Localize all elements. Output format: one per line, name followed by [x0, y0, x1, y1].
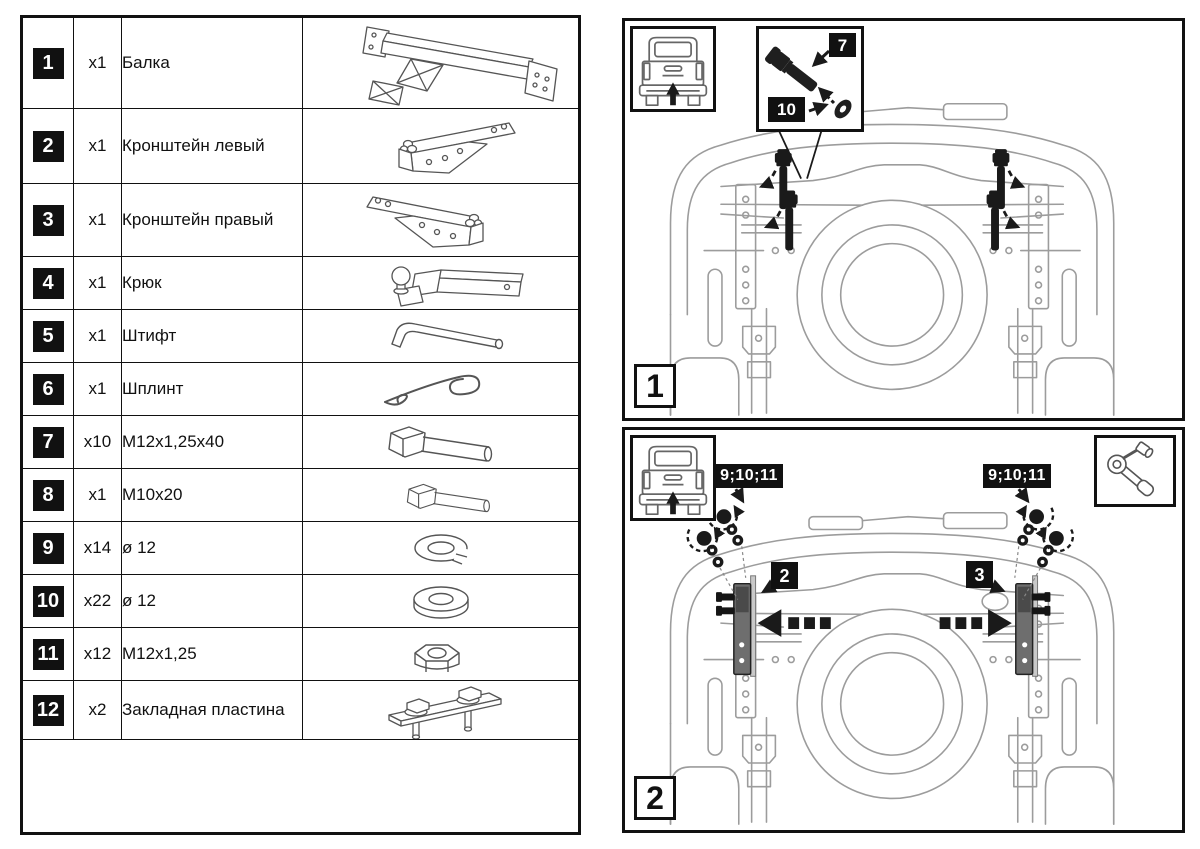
step-number-label: 2 [634, 776, 676, 820]
callout-left-bracket: 2 [771, 562, 798, 589]
part-name: Шплинт [122, 363, 303, 416]
part-illustration-pin [311, 313, 571, 359]
part-illustration-flat-washer [311, 581, 571, 621]
part-illustration-bracket-left [311, 113, 571, 179]
callout-hardware-left: 9;10;11 [715, 464, 783, 488]
part-name: Кронштейн правый [122, 184, 303, 257]
table-row [22, 257, 580, 310]
ratchet-wrench-icon [1094, 435, 1176, 507]
left-bracket-part [716, 576, 756, 676]
table-row [22, 522, 580, 575]
part-qty: x1 [74, 257, 122, 310]
part-illustration-bolt-short [311, 472, 571, 518]
part-qty: x1 [74, 469, 122, 522]
part-illustration-r-clip [311, 366, 571, 412]
table-row [22, 184, 580, 257]
parts-table [20, 15, 581, 835]
part-number-badge: 11 [33, 639, 64, 670]
part-number-badge: 9 [33, 533, 64, 564]
table-row [22, 416, 580, 469]
part-qty: x1 [74, 363, 122, 416]
callout-washer-10: 10 [768, 97, 805, 122]
callout-hardware-right: 9;10;11 [983, 464, 1051, 488]
part-name: ø 12 [122, 522, 303, 575]
truck-rear-icon [630, 435, 716, 521]
part-name: M12x1,25x40 [122, 416, 303, 469]
part-illustration-beam [311, 19, 571, 107]
part-number-badge: 7 [33, 427, 64, 458]
table-row [22, 469, 580, 522]
hardware-detail-box [756, 26, 864, 132]
part-name: Закладная пластина [122, 681, 303, 740]
part-illustration-bolt-long [311, 419, 571, 465]
table-row [22, 575, 580, 628]
step-2-panel [622, 427, 1185, 833]
truck-rear-icon [630, 26, 716, 112]
table-row [22, 109, 580, 184]
table-row [22, 681, 580, 740]
part-qty: x1 [74, 17, 122, 109]
part-qty: x10 [74, 416, 122, 469]
part-illustration-nut [311, 631, 571, 677]
callout-bolt-7: 7 [829, 33, 856, 57]
part-name: Балка [122, 17, 303, 109]
part-illustration-hook [311, 258, 571, 308]
step-number-label: 1 [634, 364, 676, 408]
part-name: M10x20 [122, 469, 303, 522]
part-name: Крюк [122, 257, 303, 310]
table-row [22, 363, 580, 416]
table-row [22, 310, 580, 363]
part-number-badge: 2 [33, 131, 64, 162]
part-qty: x1 [74, 109, 122, 184]
step-1-panel [622, 18, 1185, 421]
part-illustration-lock-washer [311, 526, 571, 570]
part-illustration-anchor-plate [311, 681, 571, 739]
part-illustration-bracket-right [311, 187, 571, 253]
part-number-badge: 4 [33, 268, 64, 299]
part-number-badge: 10 [33, 586, 64, 617]
table-empty-row [22, 740, 580, 834]
callout-right-bracket: 3 [966, 561, 993, 588]
part-name: M12x1,25 [122, 628, 303, 681]
table-row [22, 17, 580, 109]
part-qty: x22 [74, 575, 122, 628]
part-qty: x2 [74, 681, 122, 740]
part-qty: x1 [74, 184, 122, 257]
part-qty: x1 [74, 310, 122, 363]
part-number-badge: 3 [33, 205, 64, 236]
part-number-badge: 6 [33, 374, 64, 405]
part-name: Штифт [122, 310, 303, 363]
part-name: Кронштейн левый [122, 109, 303, 184]
table-row [22, 628, 580, 681]
part-qty: x14 [74, 522, 122, 575]
part-qty: x12 [74, 628, 122, 681]
part-number-badge: 12 [33, 695, 64, 726]
part-number-badge: 1 [33, 48, 64, 79]
part-number-badge: 5 [33, 321, 64, 352]
part-number-badge: 8 [33, 480, 64, 511]
part-name: ø 12 [122, 575, 303, 628]
